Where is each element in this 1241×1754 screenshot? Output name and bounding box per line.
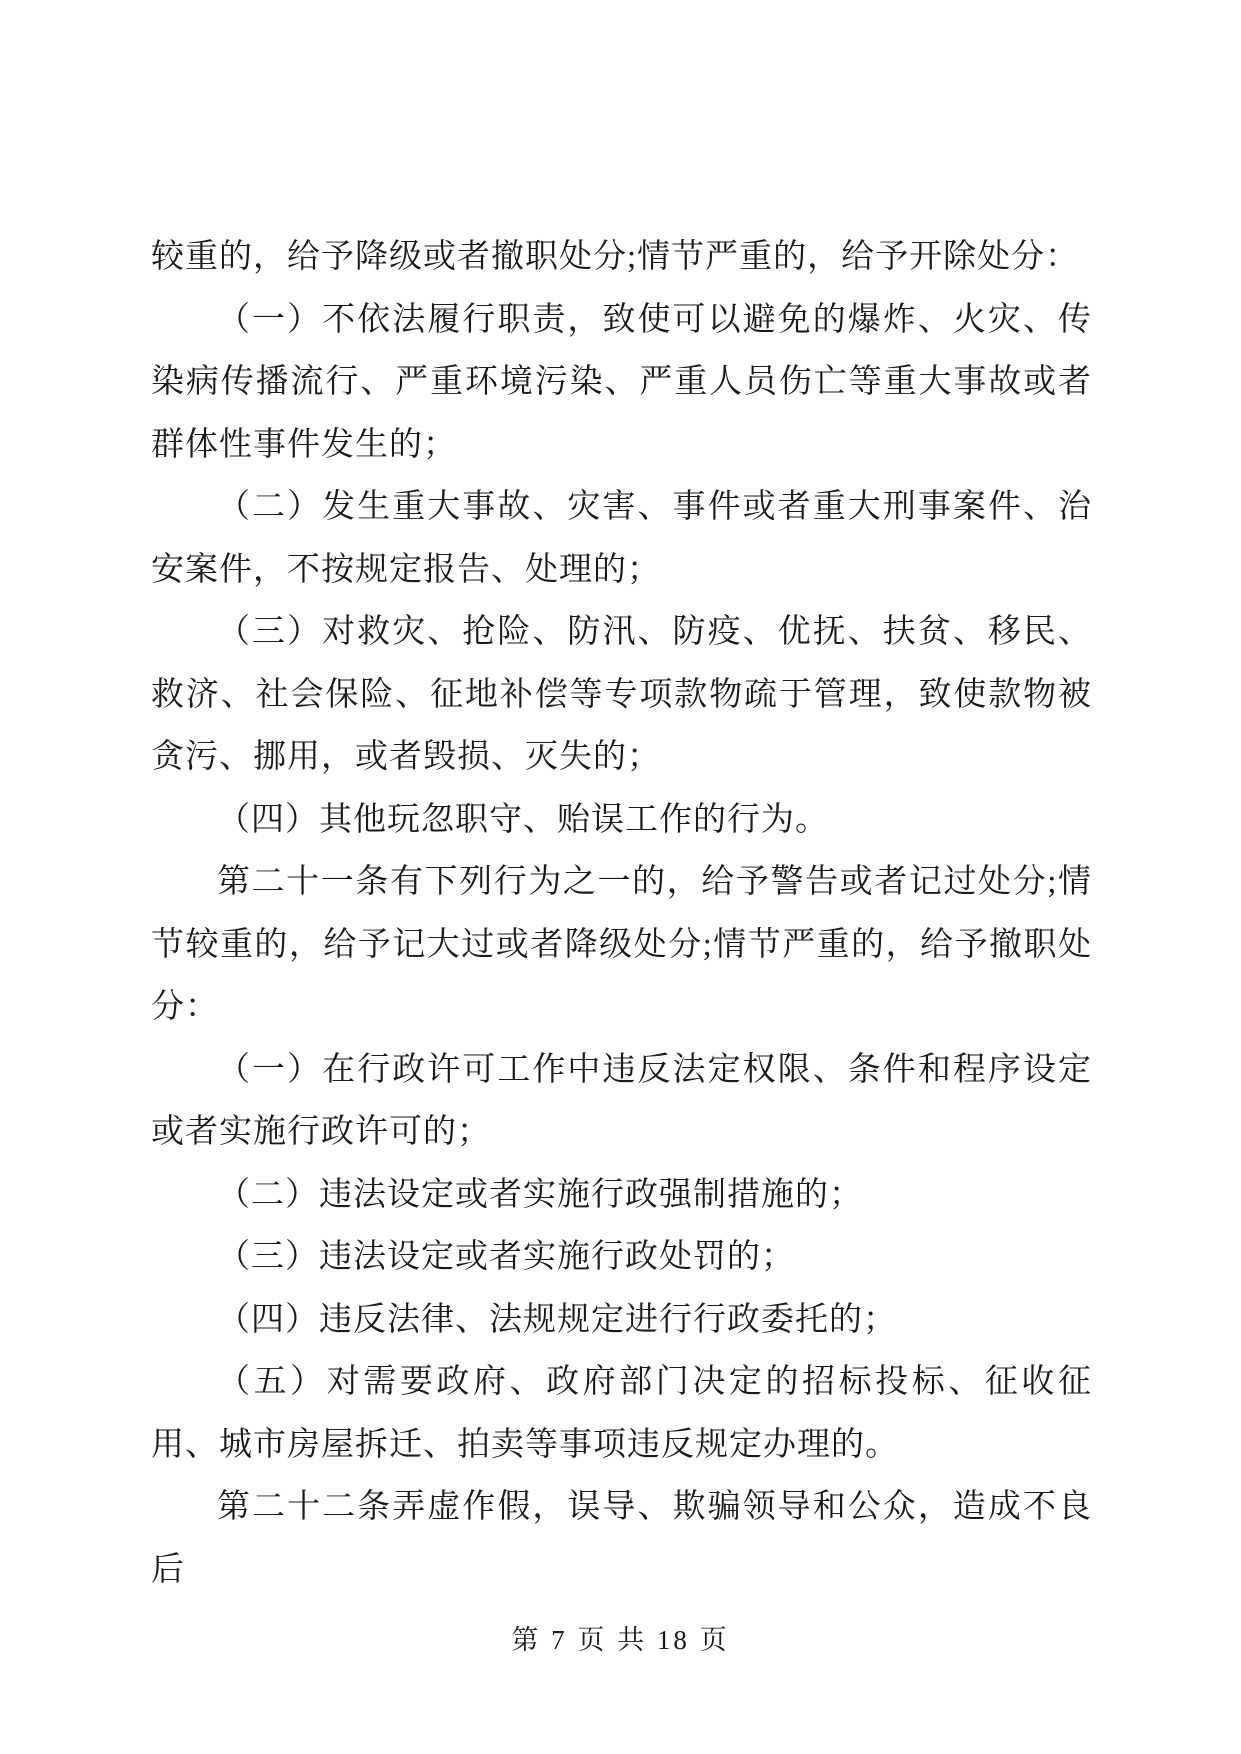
article-22: 第二十二条弄虚作假，误导、欺骗领导和公众，造成不良后 — [151, 1489, 1092, 1588]
list-item-2b: （二）违法设定或者实施行政强制措施的； — [217, 1176, 863, 1213]
page-footer — [0, 1618, 1241, 1657]
list-item-1b: （一）在行政许可工作中违反法定权限、条件和程序设定或者实施行政许可的； — [151, 1051, 1092, 1150]
list-item-1: （一）不依法履行职责，致使可以避免的爆炸、火灾、传染病传播流行、严重环境污染、严重人员伤亡等重大事故或者群体性事件发生的； — [151, 301, 1092, 463]
article-21: 第二十一条有下列行为之一的，给予警告或者记过处分;情节较重的，给予记大过或者降级处分;情节严重的，给予撤职处分： — [151, 864, 1092, 1025]
document-body — [151, 226, 1092, 1601]
list-item-4b: （四）违反法律、法规规定进行行政委托的； — [217, 1301, 897, 1338]
list-item-3b: （三）违法设定或者实施行政处罚的； — [217, 1239, 795, 1275]
list-item-4: （四）其他玩忽职守、贻误工作的行为。 — [217, 801, 829, 838]
list-item-3: （三）对救灾、抢险、防汛、防疫、优抚、扶贫、移民、救济、社会保险、征地补偿等专项款物疏于管理，致使款物被贪污、挪用，或者毁损、灭失的； — [151, 614, 1092, 775]
list-item-5b: （五）对需要政府、政府部门决定的招标投标、征收征用、城市房屋拆迁、拍卖等事项违反规定办理的。 — [151, 1364, 1092, 1463]
page-number-label: 第 7 页 共 18 页 — [511, 1625, 730, 1655]
paragraph: 较重的，给予降级或者撤职处分;情节严重的，给予开除处分： — [151, 239, 1080, 275]
list-item-2: （二）发生重大事故、灾害、事件或者重大刑事案件、治安案件，不按规定报告、处理的； — [151, 489, 1092, 588]
